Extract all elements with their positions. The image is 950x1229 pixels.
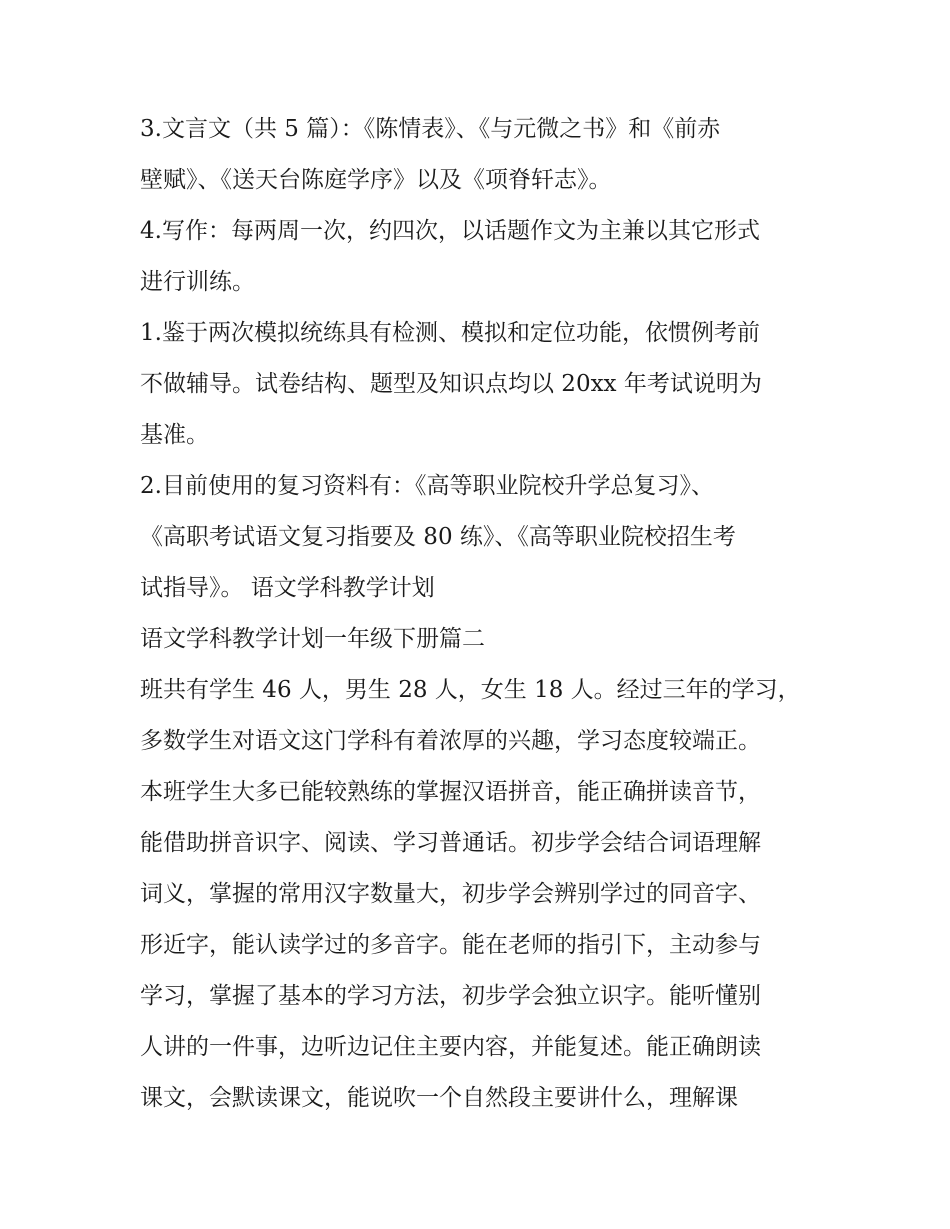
text-line: 不做辅导。试卷结构、题型及知识点均以 20xx 年考试说明为 <box>140 371 762 397</box>
document-body <box>140 104 830 1124</box>
text-line: 班共有学生 46 人，男生 28 人，女生 18 人。经过三年的学习， <box>140 677 801 703</box>
text-line: 3.文言文（共 5 篇）：《陈情表》、《与元微之书》和《前赤 <box>140 116 721 142</box>
text-line: 多数学生对语文这门学科有着浓厚的兴趣，学习态度较端正。 <box>140 728 761 754</box>
text-line: 学习，掌握了基本的学习方法，初步学会独立识字。能听懂别 <box>140 983 761 1009</box>
text-line: 基准。 <box>140 422 209 448</box>
text-line: 词义，掌握的常用汉字数量大，初步学会辨别学过的同音字、 <box>140 881 761 907</box>
section-heading: 语文学科教学计划一年级下册篇二 <box>140 626 485 652</box>
text-line: 壁赋》、《送天台陈庭学序》以及《项脊轩志》。 <box>140 167 612 193</box>
text-line: 能借助拼音识字、阅读、学习普通话。初步学会结合词语理解 <box>140 830 761 856</box>
text-line: 4.写作：每两周一次，约四次，以话题作文为主兼以其它形式 <box>140 218 760 244</box>
text-line: 本班学生大多已能较熟练的掌握汉语拼音，能正确拼读音节， <box>140 779 761 805</box>
text-line: 1.鉴于两次模拟统练具有检测、模拟和定位功能，依惯例考前 <box>140 320 760 346</box>
text-line: 课文，会默读课文，能说吹一个自然段主要讲什么，理解课 <box>140 1085 738 1111</box>
text-line: 进行训练。 <box>140 269 255 295</box>
text-line: 《高职考试语文复习指要及 80 练》、《高等职业院校招生考 <box>140 524 736 550</box>
text-line: 试指导》。 语文学科教学计划 <box>140 575 435 601</box>
text-line: 形近字，能认读学过的多音字。能在老师的指引下，主动参与 <box>140 932 761 958</box>
text-line: 人讲的一件事，边听边记住主要内容，并能复述。能正确朗读 <box>140 1034 761 1060</box>
text-line: 2.目前使用的复习资料有：《高等职业院校升学总复习》、 <box>140 473 714 499</box>
